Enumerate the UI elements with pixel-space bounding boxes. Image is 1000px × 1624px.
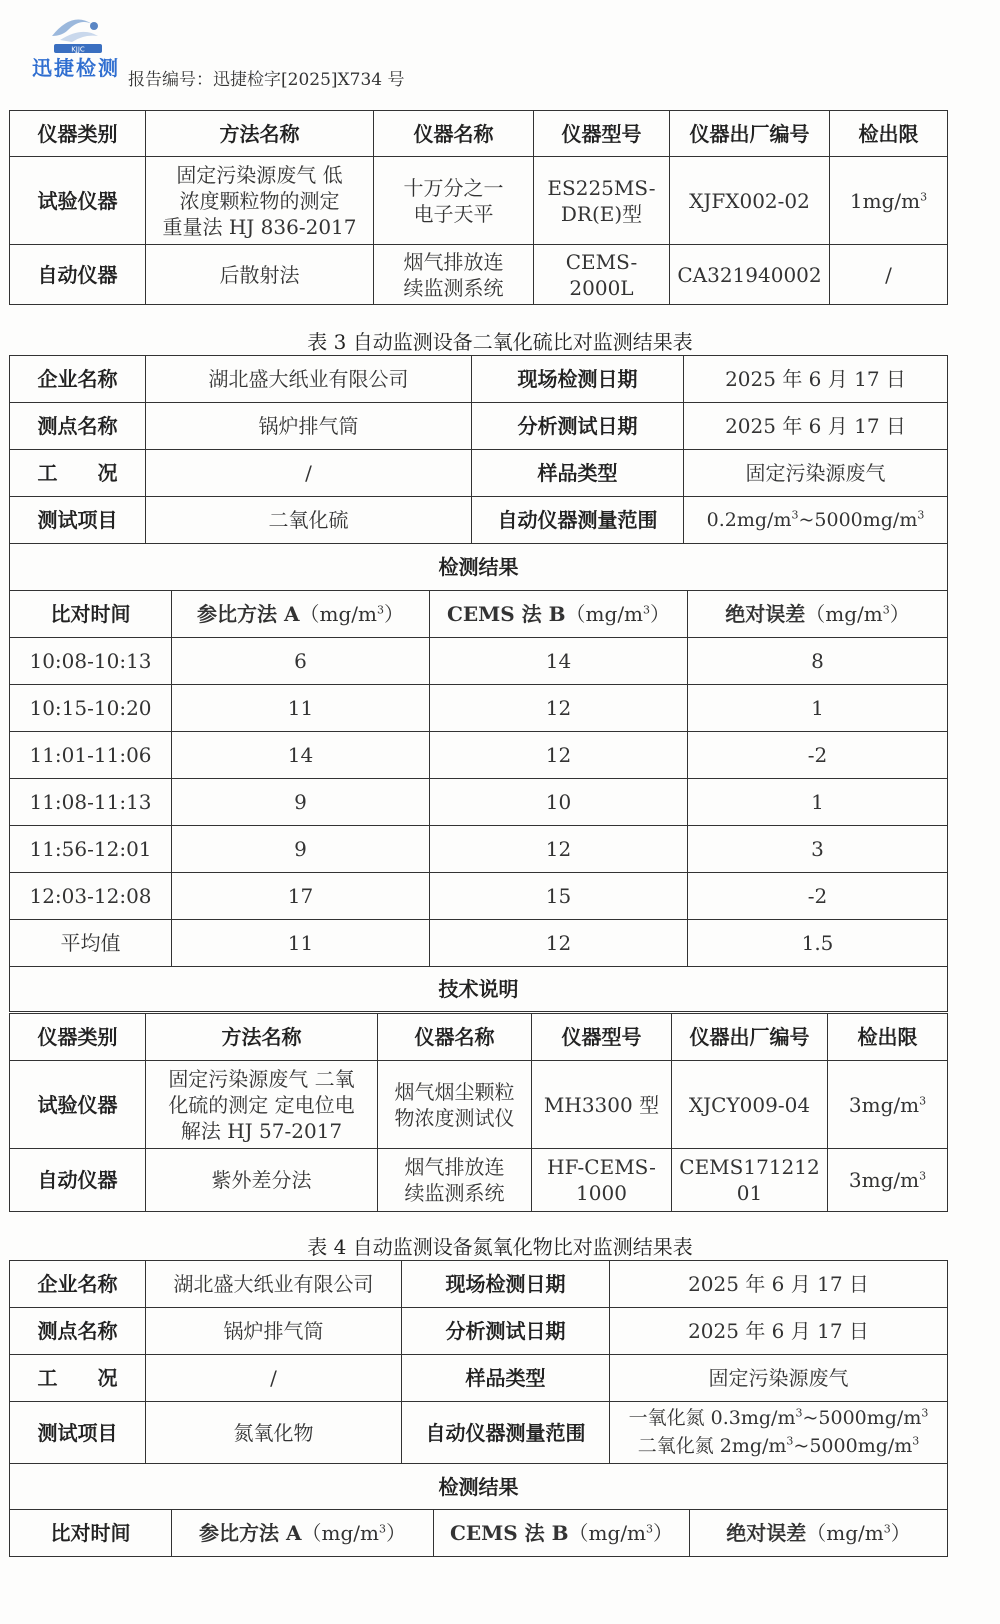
table-row (10, 732, 948, 779)
row-method: 后散射法 (146, 245, 374, 305)
value-company: 湖北盛大纸业有限公司 (146, 356, 472, 403)
row-cat: 自动仪器 (10, 1149, 146, 1212)
header-abs-error: 绝对误差$(mg/m^3)$ (690, 1510, 948, 1557)
header-model: 仪器型号 (534, 111, 670, 157)
value-analysis-date: 2025 年 6 月 17 日 (610, 1308, 948, 1355)
table-row (10, 779, 948, 826)
header-limit: 检出限 (830, 111, 948, 157)
row-model: MH3300 型 (532, 1061, 672, 1149)
value-site-date: 2025 年 6 月 17 日 (610, 1261, 948, 1308)
value-range: 一氧化氮 $0.3mg/m^3\sim 5000mg/m^3$ 二氧化氮 $2mg/m^3\sim 5000mg/m^3$ (610, 1402, 948, 1464)
cell-time: 11:56-12:01 (10, 826, 172, 873)
cell-a: 6 (172, 638, 430, 685)
label-point: 测点名称 (10, 403, 146, 450)
row-name: 烟气烟尘颗粒 物浓度测试仪 (378, 1061, 532, 1149)
row-limit: / (830, 245, 948, 305)
row-cat: 自动仪器 (10, 245, 146, 305)
row-model: CEMS- 2000L (534, 245, 670, 305)
table3-instruments (9, 1013, 948, 1212)
label-site-date: 现场检测日期 (402, 1261, 610, 1308)
header-ref-a: 参比方法 $A(mg/m^3)$ (172, 1510, 434, 1557)
value-item: 二氧化硫 (146, 497, 472, 544)
label-company: 企业名称 (10, 356, 146, 403)
cell-time: 10:08-10:13 (10, 638, 172, 685)
header-ref-a: 参比方法 $A(mg/m^3)$ (172, 591, 430, 638)
value-item: 氮氧化物 (146, 1402, 402, 1464)
header-model: 仪器型号 (532, 1014, 672, 1061)
header-method: 方法名称 (146, 1014, 378, 1061)
value-condition: / (146, 450, 472, 497)
logo-text: 迅捷检测 (32, 56, 120, 80)
table-row (10, 873, 948, 920)
cell-b: 12 (430, 732, 688, 779)
label-company: 企业名称 (10, 1261, 146, 1308)
value-sample-type: 固定污染源废气 (684, 450, 948, 497)
header-serial: 仪器出厂编号 (672, 1014, 828, 1061)
value-condition: / (146, 1355, 402, 1402)
instrument-table-top (9, 110, 948, 305)
row-serial: XJCY009-04 (672, 1061, 828, 1149)
header-limit: 检出限 (828, 1014, 948, 1061)
header-time: 比对时间 (10, 1510, 172, 1557)
label-analysis-date: 分析测试日期 (402, 1308, 610, 1355)
cell-b: 15 (430, 873, 688, 920)
table3-info (9, 355, 948, 591)
cell-time: 平均值 (10, 920, 172, 967)
row-serial: CA321940002 (670, 245, 830, 305)
label-analysis-date: 分析测试日期 (472, 403, 684, 450)
cell-err: -2 (688, 732, 948, 779)
value-range: $0.2mg/m^3\sim 5000mg/m^3$ (684, 497, 948, 544)
header-method: 方法名称 (146, 111, 374, 157)
row-name: 烟气排放连 续监测系统 (378, 1149, 532, 1212)
label-item: 测试项目 (10, 497, 146, 544)
cell-err: 3 (688, 826, 948, 873)
header-cems-b: CEMS 法 $B(mg/m^3)$ (434, 1510, 690, 1557)
table-row (10, 826, 948, 873)
value-sample-type: 固定污染源废气 (610, 1355, 948, 1402)
row-model: ES225MS- DR(E)型 (534, 157, 670, 245)
value-point: 锅炉排气筒 (146, 1308, 402, 1355)
table4 (9, 1260, 948, 1510)
cell-b: 12 (430, 920, 688, 967)
cell-a: 17 (172, 873, 430, 920)
report-number: 报告编号：迅捷检字[2025]X734 号 (128, 70, 405, 90)
cell-a: 11 (172, 920, 430, 967)
label-condition: 工 况 (10, 1355, 146, 1402)
value-analysis-date: 2025 年 6 月 17 日 (684, 403, 948, 450)
row-limit: $3mg/m^3$ (828, 1149, 948, 1212)
table-row (10, 638, 948, 685)
cell-err: -2 (688, 873, 948, 920)
cell-b: 14 (430, 638, 688, 685)
row-serial: XJFX002-02 (670, 157, 830, 245)
label-range: 自动仪器测量范围 (472, 497, 684, 544)
cell-time: 12:03-12:08 (10, 873, 172, 920)
table-row (10, 685, 948, 732)
results-title: 检测结果 (10, 1464, 948, 1510)
cell-err: 1 (688, 685, 948, 732)
header-abs-error: 绝对误差$(mg/m^3)$ (688, 591, 948, 638)
label-sample-type: 样品类型 (402, 1355, 610, 1402)
header-name: 仪器名称 (374, 111, 534, 157)
table4-results (9, 1509, 948, 1557)
header-serial: 仪器出厂编号 (670, 111, 830, 157)
value-point: 锅炉排气筒 (146, 403, 472, 450)
row-cat: 试验仪器 (10, 157, 146, 245)
row-cat: 试验仪器 (10, 1061, 146, 1149)
tech-title: 技术说明 (10, 967, 948, 1012)
header-cat: 仪器类别 (10, 111, 146, 157)
row-method: 固定污染源废气 低 浓度颗粒物的测定 重量法 HJ 836-2017 (146, 157, 374, 245)
table3-results (9, 590, 948, 1012)
cell-err: 1 (688, 779, 948, 826)
value-company: 湖北盛大纸业有限公司 (146, 1261, 402, 1308)
label-condition: 工 况 (10, 450, 146, 497)
label-point: 测点名称 (10, 1308, 146, 1355)
cell-b: 12 (430, 685, 688, 732)
row-method: 紫外差分法 (146, 1149, 378, 1212)
row-limit: $1mg/m^3$ (830, 157, 948, 245)
cell-time: 11:01-11:06 (10, 732, 172, 779)
label-item: 测试项目 (10, 1402, 146, 1464)
cell-b: 10 (430, 779, 688, 826)
svg-text:KJJC: KJJC (71, 45, 85, 54)
row-limit: $3mg/m^3$ (828, 1061, 948, 1149)
cell-a: 14 (172, 732, 430, 779)
row-name: 十万分之一 电子天平 (374, 157, 534, 245)
cell-a: 9 (172, 779, 430, 826)
row-name: 烟气排放连 续监测系统 (374, 245, 534, 305)
row-method: 固定污染源废气 二氧 化硫的测定 定电位电 解法 HJ 57-2017 (146, 1061, 378, 1149)
cell-err: 8 (688, 638, 948, 685)
label-site-date: 现场检测日期 (472, 356, 684, 403)
table3-caption: 表 3 自动监测设备二氧化硫比对监测结果表 (307, 330, 693, 354)
header-cems-b: CEMS 法 $B(mg/m^3)$ (430, 591, 688, 638)
cell-a: 9 (172, 826, 430, 873)
cell-err: 1.5 (688, 920, 948, 967)
row-serial: CEMS171212 01 (672, 1149, 828, 1212)
table4-caption: 表 4 自动监测设备氮氧化物比对监测结果表 (307, 1235, 693, 1259)
label-range: 自动仪器测量范围 (402, 1402, 610, 1464)
cell-time: 10:15-10:20 (10, 685, 172, 732)
header-cat: 仪器类别 (10, 1014, 146, 1061)
results-title: 检测结果 (10, 544, 948, 591)
header-name: 仪器名称 (378, 1014, 532, 1061)
label-sample-type: 样品类型 (472, 450, 684, 497)
cell-b: 12 (430, 826, 688, 873)
header-time: 比对时间 (10, 591, 172, 638)
table-row (10, 920, 948, 967)
value-site-date: 2025 年 6 月 17 日 (684, 356, 948, 403)
row-model: HF-CEMS- 1000 (532, 1149, 672, 1212)
cell-time: 11:08-11:13 (10, 779, 172, 826)
cell-a: 11 (172, 685, 430, 732)
